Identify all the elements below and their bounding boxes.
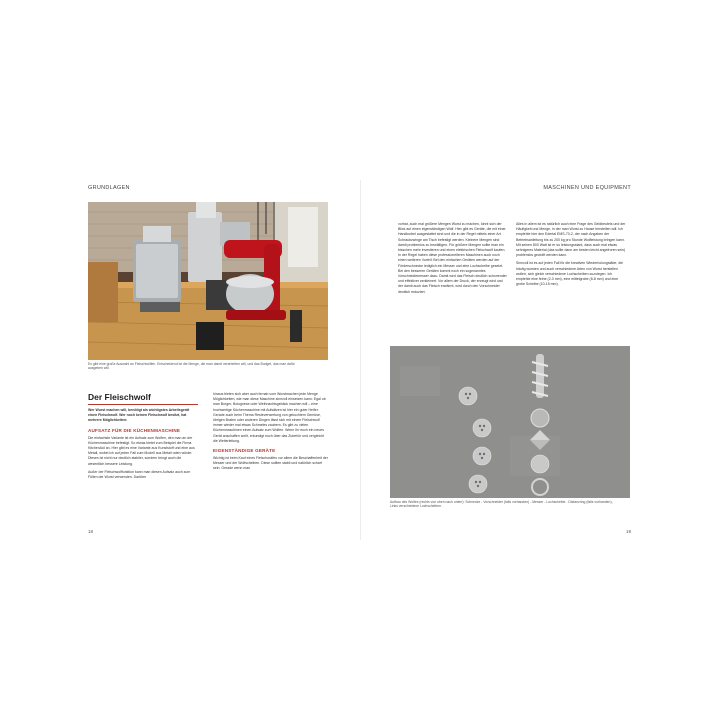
section-heading: Der Fleischwolf bbox=[88, 392, 151, 402]
grinder-parts-photo bbox=[390, 346, 630, 498]
page-number-left: 18 bbox=[88, 529, 94, 534]
paragraph: Die einfachste Variante ist ein Aufsatz zum Wolfen, den man an der Küchenmaschine befestigt. So etwas bietet zum Beispiel die Firma KitchenAid an. Hier gibt es eine Variante aus Kunststoff und eine aus Metall, wobei ich auf jeden Fall zum Modell aus Metall raten würde: Dieses ist nicht nur deutlich stabiler, sondern bringt auch die wesentlich bessere Leistung. bbox=[88, 435, 195, 466]
left-page bbox=[80, 180, 351, 540]
paragraph: Sinnvoll ist es auf jeden Fall für die kreativen Wiederholungstäter, die häufig wursten und auch verschiedene Arten von Wurst herstellen wollen, sich gleich verschiedene Lochscheiben zuzulegen. Ich empfehle eine feine (2-3 mm), eine mittelgrobe (6-8 mm) und eine grobe Scheibe (10-15 mm). bbox=[516, 261, 624, 287]
right-column-1 bbox=[398, 222, 508, 298]
paragraph: vorhat, auch mal größere Mengen Wurst zu machen, lohnt sich der Blick auf einen eigenständigen Wolf. Hier gibt es Geräte, die mit einer Handkurbel ausgestattet sind und die in der Regel mittels einer Art Schraubzwinge am Tisch befestigt werden. Kleinere Mengen sind damit problemlos zu bewältigen. Für größere Mengen sollte man ein bisschen mehr investieren und einen elektrischen Fleischwolf kaufen. In der Regel haben diese professionelleren Maschinen auch noch einen weiteren Vorteil: Bei den einfachen Geräten werden auf der Förderschnecke lediglich ein Messer und eine Lochscheibe gesetzt. Bei den besseren Geräten kommt noch ein sogenanntes Vorschneidemesser dazu. Damit wird das Fleisch deutlich schonender und effektiver zerkleinert. Vor allem der Druck, der erzeugt wird und der damit auch das Fleisch erwärmt, wird durch den Vorschneider deutlich reduziert. bbox=[398, 222, 507, 294]
right-running-head: MASCHINEN UND EQUIPMENT bbox=[543, 185, 631, 191]
paragraph: Außer der Fleischwolffunktion kann man diesen Aufsatz auch zum Füllen der Wurst verwenden. Darüber bbox=[88, 469, 191, 480]
left-column-1 bbox=[88, 408, 198, 483]
paragraph: Wichtig ist beim Kauf eines Fleischwolfes vor allem die Beschaffenheit der Messer und der Wolfscheiben. Diese sollten stabil und natürlich scharf sein. Gerade wenn man bbox=[213, 456, 328, 471]
right-page bbox=[370, 180, 641, 540]
kitchen-photo-caption: Es gibt eine große Auswahl an Fleischwölfen. Entscheidend ist die Menge, die man damit verarbeiten will, und das Budget, das man dafür ausgeben will. bbox=[88, 362, 295, 371]
page-number-right: 19 bbox=[625, 529, 631, 534]
left-running-head: GRUNDLAGEN bbox=[88, 185, 130, 191]
intro-paragraph: Wer Wurst machen will, benötigt als wichtigstes Arbeitsgerät einen Fleischwolf. Wer noch keinen Fleischwolf besitzt, hat mehrere Möglichkeiten: bbox=[88, 408, 190, 423]
paragraph: Alles in allem ist es natürlich auch eine Frage des Geldbeutels und der Häufigkeit und Menge, in der man Wurst zu Hause herstellen will. Ich empfehle hier den Edertal EMS-70-2, der nach Angaben der Betriebsanleitung bis zu 200 kg pro Stunde Wolfleistung bringen kann. Mit seinen 800 Watt ist er so leistungsstark, dass auch mal etwas sehnigeres Material (das sollte dann am besten leicht angefroren sein) problemlos gewolft werden kann. bbox=[516, 222, 626, 258]
paragraph: hinaus bieten sich aber auch fernab vom Wurstmachen jede Menge Möglichkeiten, wie man diese Maschine sinnvoll einsetzen kann: Egal ob man Burger, Bolognese oder Weihnachtsgebäck machen will – eine hochwertige Küchenmaschine mit Aufsätzen ist hier ein guter Helfer. Gerade auch beim Thema Resteverwertung von gekochtem Gemüse, übrigen Braten oder anderen Dingen lässt sich mit einem Fleischwolf immer wieder mal etwas Schmeles zaubern. Es gibt zu vielen Küchenmaschinen einen Aufsatz zum Wolfen. Wenn Ihr euch ein neues Gerät anschaffen wollt, erkundigt euch über das Zubehör und vergleicht die Weiterleitung. bbox=[213, 392, 326, 443]
book-gutter bbox=[360, 180, 361, 540]
kitchen-appliances-photo bbox=[88, 202, 328, 360]
heading-rule bbox=[88, 404, 198, 405]
left-column-2 bbox=[213, 392, 328, 475]
grinder-photo-caption: Aufbau des Wolfes (rechts von oben nach unten): Schnecke - Vorschneider (falls vorhanden) - Messer - Lochscheibe - Distanzring (falls vorhanden), Links verschiedene Lochscheiben. bbox=[390, 500, 613, 509]
right-column-2 bbox=[516, 222, 626, 290]
subheading-kitchen-attachment: AUFSATZ FÜR DIE KÜCHENMASCHINE bbox=[88, 427, 181, 433]
subheading-standalone-devices: EIGENSTÄNDIGE GERÄTE bbox=[213, 448, 276, 454]
